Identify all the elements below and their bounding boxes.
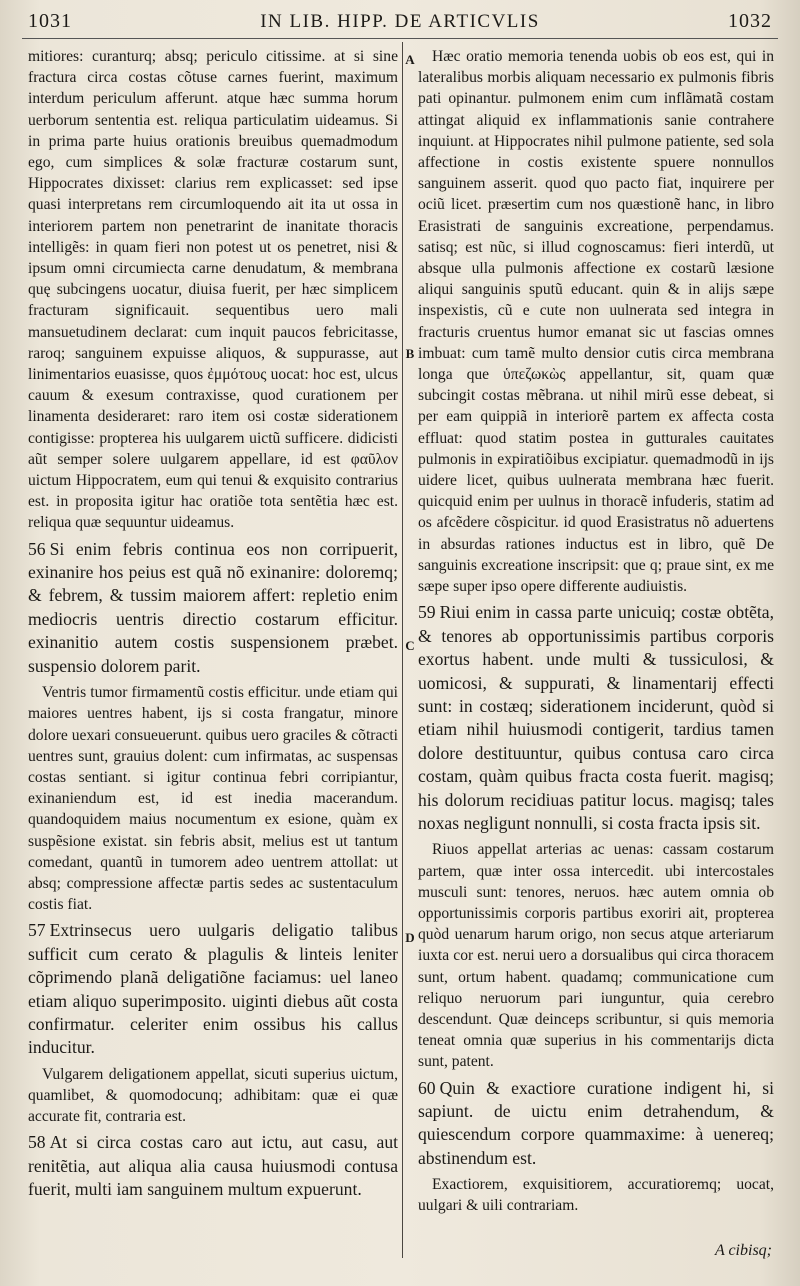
lemma-paragraph <box>418 1077 774 1171</box>
commentary-paragraph <box>418 839 774 1072</box>
lemma-paragraph <box>28 1131 398 1201</box>
section-number: 58 <box>28 1132 46 1153</box>
section-number: 60 <box>418 1077 436 1098</box>
paragraph-text: Ventris tumor firmamentũ costis efficitur. unde etiam qui maiores uentres habent, ijs si costa frangatur, minore dolore uexari consueuerunt. quibus uero graciles & cõtracti uentres sunt, grauius dolent: cum infirmatas, ac suspensas costas sentiant. si igitur continua febri corripiantur, exinaniendum est, id est inedia macerandum. quandoquidem maius nocumentum ex esione, quàm ex suspẽsione existat. sin febris absit, melius est ut tantum comedant, quantũ in tumorem adeo uentrem attollat: ut absq; compressione affectæ partis sedes ac sustentaculum costis fiat. <box>28 684 398 914</box>
margin-letter-d: D <box>405 930 415 945</box>
paragraph-text: Riui enim in cassa parte unicuiq; costæ obtẽta, & tenores ab opportunissimis partibus corporis exortus habent. unde multi & tussiculosi, & uomicosi, & suppurati, & linamentarij effecti sunt: in costæq; siderationem inciderunt, quòd si etiam nihil huiusmodi contigerit, tardius tamen dolore destituuntur, quibus contusa caro circa costam, quàm quibus fracta costa fuerit. magisq; his dolorum recidiuas patitur locus. magisq; tales noxas negligunt nonnulli, si costa fracta ipsis sit. <box>418 602 774 833</box>
section-number: 59 <box>418 602 436 623</box>
right-column <box>418 46 774 1266</box>
section-number: 56 <box>28 538 46 559</box>
paragraph-text: Si enim febris continua eos non corripuerit, exinanire hos peius est quã nõ exinanire: doloremq; & febrem, & tussim maiorem affert: repletio enim mediocris uentris directio costarum efficitur. exinanitio autem costis suspensionem præbet. suspensio dolorem parit. <box>28 538 398 676</box>
catchword: A cibisq; <box>714 1242 772 1259</box>
paragraph-text: Quin & exactiore curatione indigent hi, si sapiunt. de uictu enim detrahendum, & quiescendum corpore quammaxime: à uenereq; abstinendum est. <box>418 1077 774 1168</box>
running-title: IN LIB. HIPP. DE ARTICVLIS <box>260 11 540 32</box>
running-header <box>28 10 772 36</box>
paragraph-text: At si circa costas caro aut ictu, aut casu, aut renitẽtia, aut aliqua alia causa huiusmodi contusa fuerit, multi iam sanguinem multum expuerunt. <box>28 1132 398 1200</box>
paragraph-text: mitiores: curanturq; absq; periculo citissime. at si sine fractura circa costas cõtuse carnes fuerint, maximum interdum periculum afferunt. atque hæc summa horum uerborum sententia est. reliqua particulatim uideamus. Si in prima parte huius orationis breuibus quemadmodum ego, cum simplices & solæ fracturæ costarum sunt, Hippocrates dixisset: clarius rem explicasset: sed ipse quasi interpretans rem circumloquendo ait ita ut ossa in interiorem partem non penetrarint de inanitate thoracis intelligẽs: in quam fieri non potest ut os penetret, nisi & ipsum omni circumiecta carne denudatum, & membrana quę subcingens uocatur, diuisa fuerit, per hæc simplicem fracturam significauit. sequentibus uero mali mansuetudinem declarat: cum inquit paucos febricitasse, raroq; sanguinem expuisse aliquos, & suppurasse, aut linimentarios euasisse, quos ἐμμότους uocat: hoc est, ulcus cauum & exesum contraxisse, quod curationem per linamenta desideraret: raro item osi costæ siderationem contigisse: propterea his uulgarem uictũ sufficere. didicisti aũt semper solere uulgarem appellare, id est φαῦλον uictum Hippocratem, eum qui tenui & exquisito contrarius est. in proposita igitur hac oratiõe tota sentẽtia hæc est. reliqua quæ sequuntur uideamus. <box>28 48 398 532</box>
commentary-paragraph <box>28 1064 398 1128</box>
commentary-paragraph <box>28 46 398 534</box>
paragraph-text: Extrinsecus uero uulgaris deligatio talibus sufficit cum cerato & plagulis & linteis leniter cõprimendo planã deligatiõne faciamus: uel laneo etiam aliquo superimposito. uiginti diebus aũt costa confirmatur. celeriter enim ossibus his callus inducitur. <box>28 920 398 1058</box>
margin-letter-a: A <box>405 52 415 67</box>
lemma-paragraph <box>28 919 398 1059</box>
commentary-paragraph <box>418 1174 774 1216</box>
margin-letter-b: B <box>405 346 415 361</box>
commentary-paragraph <box>28 682 398 915</box>
margin-letters <box>403 0 417 1286</box>
commentary-paragraph <box>418 46 774 597</box>
paragraph-text: Vulgarem deligationem appellat, sicuti superius uictum, quamlibet, & quomodocunq; adhibitam: quæ ei quæ accurate fit, contraria est. <box>28 1065 398 1126</box>
paragraph-text: Hæc oratio memoria tenenda uobis ob eos est, qui in lateralibus morbis aliquam necessario ex pulmonis fibris pati opinantur. pulmonem enim cum inflãmatã costam attingat aliquid ex inflammationis sanie contrahere inquiunt. at Hippocrates nihil pulmone patiente, sed sola affectione in costis existente spuere nonnullos sanguinem asserit. quod quo pacto fiat, inquirere per ociũ licet. præsertim cum nos quæstionẽ hanc, in libro Erasistrati de sanguinis excreatione, perpendamus. satisq; est nũc, si illud cognoscamus: fieri interdũ, ut absque ulla pulmonis affectione ex costarũ læsione aliqui sanguinis sputũ educant. quin & in alijs sæpe inspexistis, cũ e cute non uulnerata sed integra in fracturis cruentus humor emanat sic ut fascias omnes imbuat: cum tamẽ multo densior cutis circa membrana longa que ὑπεζωκὼς appellantur, sit, quam quæ subcingit costas mẽbrana. ut nihil mirũ esse debeat, si per eam quippiã in interiorẽ partem ex affecta costa effluat: quod statim postea in gutturales cauitates pulmonis in expiratiõibus excipiatur. quemadmodũ in ijs uidere licet, quibus uulnerata membrana hæc fuerit. quicquid enim per uulnus in thoracẽ infuderis, statim ad os afcẽdere cõspicitur. id quod Erasistratus nõ aduertens in absurdas rationes inductus est in libro, quẽ De sanguinis excreatione inscripsit: que q; praue sint, ex me sæpe super ipso opere differente audiuistis. <box>418 48 774 596</box>
header-rule <box>22 38 778 39</box>
paragraph-text: Riuos appellat arterias ac uenas: cassam costarum partem, quæ inter ossa intercedit. ubi intercostales musculi sunt: tenores, neruos. hæc autem omnia ob opportunissimis corporis partibus exoriri ait, propterea quòd uenarum harum origo, non secus atque arteriarum iuxta cor est. nerui uero a dorsualibus qui circa thoracem sunt, ortum habent. quadamq; communicatione cum reliquo neruorum pari iunguntur, quia cerebro descendunt. Quæ deinceps scribuntur, si quis memoria teneat omnia quæ superius in his commentarijs dicta sunt, patent. <box>418 841 774 1071</box>
lemma-paragraph <box>418 601 774 835</box>
page-number-right: 1032 <box>728 10 772 32</box>
margin-letter-c: C <box>405 638 415 653</box>
section-number: 57 <box>28 920 46 941</box>
left-column <box>28 46 398 1266</box>
lemma-paragraph <box>28 538 398 678</box>
paragraph-text: Exactiorem, exquisitiorem, accuratioremq; uocat, uulgari & uili contrariam. <box>418 1176 774 1215</box>
page-number-left: 1031 <box>28 10 72 32</box>
